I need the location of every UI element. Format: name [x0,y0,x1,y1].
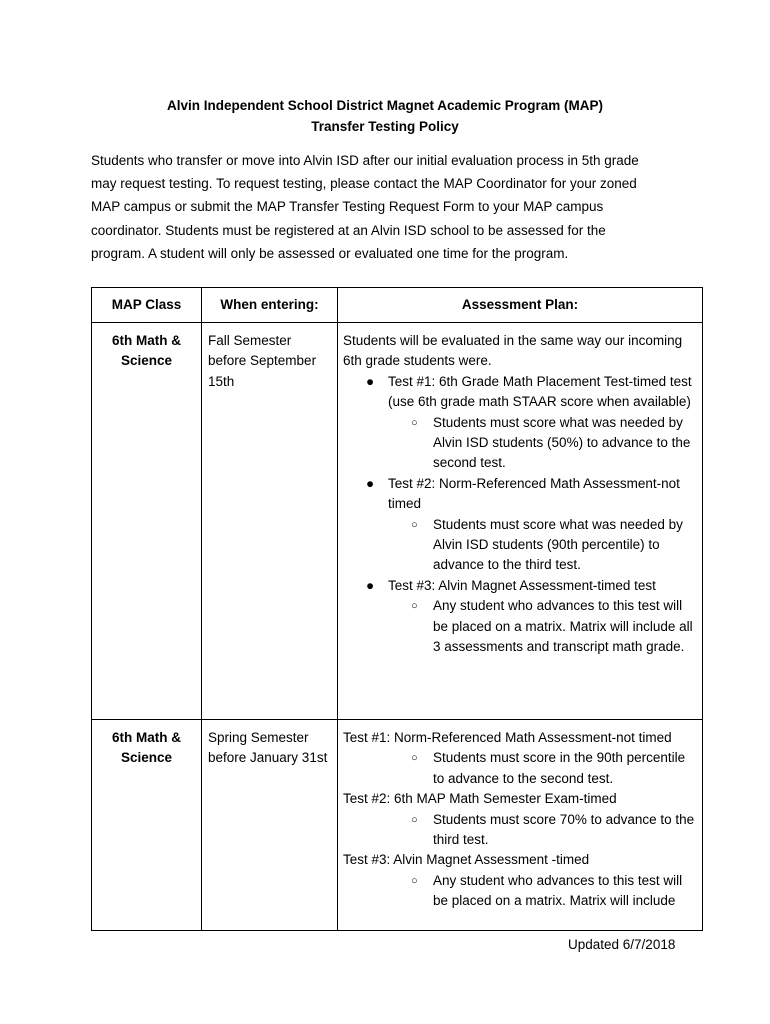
header-when-entering: When entering: [202,288,338,323]
bullet-icon: ● [366,577,375,593]
assessment-plan-cell [338,323,703,720]
circle-bullet-icon: ○ [411,752,418,765]
circle-bullet-icon: ○ [411,600,418,613]
map-class-line: Science [120,750,173,766]
list-item [343,372,698,413]
circle-bullet-icon: ○ [411,813,418,826]
map-class-cell [92,323,202,720]
circle-bullet-icon: ○ [411,874,418,887]
plan-intro: Students will be evaluated in the same way our incoming 6th grade students were. [343,333,683,369]
when-entering-cell [202,323,338,720]
when-line: Spring Semester [208,730,309,745]
list-item-text: Any student who advances to this test will be placed on a matrix. Matrix will include [433,872,683,909]
bullet-icon: ● [366,373,375,389]
when-line: Fall Semester [208,333,292,348]
policy-table [91,287,703,931]
table-row [92,720,703,931]
when-entering-cell [202,720,338,931]
assessment-plan-cell [338,720,703,931]
list-item [343,596,698,657]
list-item [343,871,698,912]
header-map-class: MAP Class [92,288,202,323]
map-class-line: Science [120,353,173,369]
updated-date: Updated 6/7/2018 [568,937,676,952]
when-line: 15th [208,373,235,389]
list-item-text: Students must score 70% to advance to the third test. [433,811,695,848]
title-line-2: Transfer Testing Policy [311,119,459,134]
document-title [0,95,770,137]
bullet-icon: ● [366,475,375,491]
list-item-text: Test #3: Alvin Magnet Assessment-timed test [388,577,656,593]
test-line: Test #2: 6th MAP Math Semester Exam-timed [343,791,617,807]
map-class-line: 6th Math & [112,333,181,348]
list-item [343,576,698,596]
map-class-cell [92,720,202,931]
list-item [343,748,698,789]
header-assessment-plan: Assessment Plan: [338,288,703,323]
intro-line: may request testing. To request testing, please contact the MAP Coordinator for your zoned [91,176,637,192]
list-item [343,413,698,474]
map-class-line: 6th Math & [112,730,181,745]
when-line: before September [208,353,317,369]
list-item-text: Students must score in the 90th percentile to advance to the second test. [433,750,686,786]
intro-line: MAP campus or submit the MAP Transfer Testing Request Form to your MAP campus [91,199,604,215]
intro-line: Students who transfer or move into Alvin ISD after our initial evaluation process in 5th grade [91,153,639,168]
table-header-row [92,288,703,323]
intro-paragraph [91,149,711,265]
intro-line: coordinator. Students must be registered at an Alvin ISD school to be assessed for the [91,222,606,238]
test-line: Test #1: Norm-Referenced Math Assessment-not timed [343,730,672,745]
circle-bullet-icon: ○ [411,518,418,531]
list-item-text: Any student who advances to this test will be placed on a matrix. Matrix will include all 3 assessments and transcript math grade. [433,598,693,655]
test-line: Test #3: Alvin Magnet Assessment -timed [343,852,590,868]
list-item-text: Test #1: 6th Grade Math Placement Test-timed test (use 6th grade math STAAR score when available) [388,373,692,410]
circle-bullet-icon: ○ [411,416,418,429]
list-item [343,515,698,576]
list-item-text: Test #2: Norm-Referenced Math Assessment-not timed [388,475,680,512]
list-item [343,474,698,515]
intro-line: program. A student will only be assessed or evaluated one time for the program. [91,245,569,261]
when-line: before January 31st [208,750,328,766]
table-row [92,323,703,720]
title-line-1: Alvin Independent School District Magnet Academic Program (MAP) [166,98,604,113]
list-item-text: Students must score what was needed by Alvin ISD students (90th percentile) to advance to the third test. [433,516,683,573]
list-item [343,810,698,851]
list-item-text: Students must score what was needed by Alvin ISD students (50%) to advance to the second test. [433,414,691,471]
